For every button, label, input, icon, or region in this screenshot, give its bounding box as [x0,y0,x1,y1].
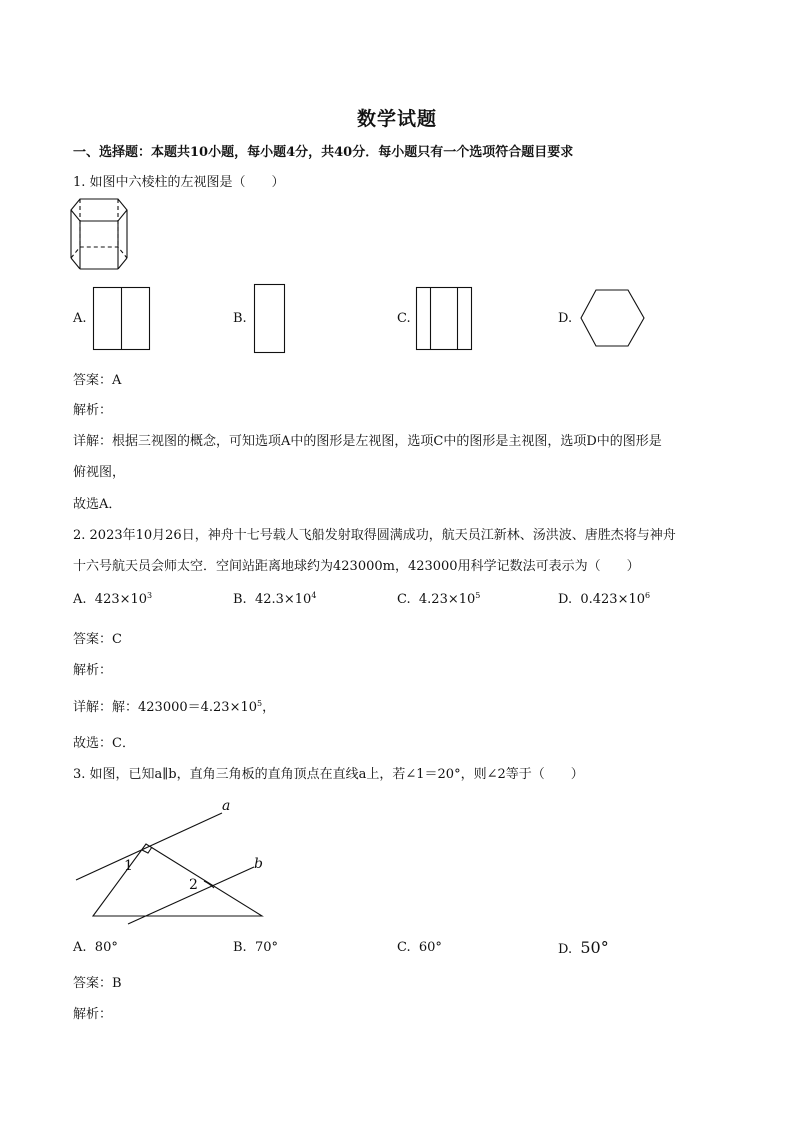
q1-option-c-label: C. [397,311,411,326]
q3-option-b-label: B. [233,940,247,955]
q2-option-c-value: 4.23×10 [418,592,476,607]
page-title: 数学试题 [356,108,437,130]
q3-option-b [233,940,278,955]
q1-stem: 1. 如图中六棱柱的左视图是（ ） [73,175,285,190]
q1-option-d-figure [580,289,646,347]
q2-analysis-label: 解析： [73,663,113,678]
q3-option-d [558,938,609,957]
q2-option-c [397,592,480,607]
q2-option-d [558,592,650,607]
q3-option-a-label: A. [73,940,87,955]
q2-option-d-value: 0.423×10 [580,592,646,607]
q1-detail-line2: 俯视图， [73,465,126,480]
q2-option-b-value: 42.3×10 [254,592,312,607]
line-b-label: b [254,856,263,872]
angle1-label: 1 [124,858,133,874]
q1-conclusion: 故选A． [73,497,122,512]
q1-answer: 答案：A [73,373,122,388]
q3-analysis-label: 解析： [73,1007,113,1022]
q1-detail-line1: 详解：根据三视图的概念，可知选项A中的图形是左视图，选项C中的图形是主视图，选项D中的图形是 [73,434,662,449]
section-heading: 一、选择题：本题共10小题，每小题4分，共40分．每小题只有一个选项符合题目要求 [73,145,574,160]
q3-option-d-value: 50° [580,938,609,957]
q2-option-a-exponent: 3 [147,591,153,600]
hexagonal-prism-figure [70,196,132,274]
q2-detail [73,696,275,715]
q2-option-c-label: C. [397,592,411,607]
q1-option-b-figure [254,284,286,354]
q2-option-d-label: D. [558,592,573,607]
q3-option-d-label: D. [558,942,573,957]
q3-option-b-value: 70° [254,940,278,955]
q2-option-b [233,592,316,607]
q2-option-a-label: A. [73,592,87,607]
q2-option-b-label: B. [233,592,247,607]
q1-option-d-label: D. [558,311,573,326]
q2-answer: 答案：C [73,632,122,647]
q3-option-a-value: 80° [94,940,118,955]
q1-option-a-figure [93,287,151,351]
line-a-label: a [222,798,231,814]
q3-stem: 3. 如图，已知a∥b，直角三角板的直角顶点在直线a上，若∠1＝20°，则∠2等于（ ） [73,767,584,782]
q1-option-b-label: B. [233,311,247,326]
q3-option-c [397,940,442,955]
parallel-lines-triangle-figure [70,796,270,928]
q2-stem-line1: 2. 2023年10月26日，神舟十七号载人飞船发射取得圆满成功，航天员江新林、汤洪波、唐胜杰将与神舟 [73,528,676,543]
q2-option-d-exponent: 6 [645,591,651,600]
q3-option-c-value: 60° [418,940,442,955]
right-triangle [93,844,262,916]
q2-detail-suffix: ， [262,700,276,715]
q1-analysis-label: 解析： [73,403,113,418]
q3-option-c-label: C. [397,940,411,955]
q1-option-c-figure [416,287,473,351]
q2-conclusion: 故选：C． [73,736,135,751]
q2-stem-line2: 十六号航天员会师太空．空间站距离地球约为423000m，423000用科学记数法可表示为（ ） [73,559,640,574]
q2-option-b-exponent: 4 [311,591,317,600]
q2-detail-text: 详解：解：423000＝4.23×10 [73,700,258,715]
q3-answer: 答案：B [73,976,122,991]
angle2-label: 2 [189,877,198,893]
q2-option-a [73,592,152,607]
q2-detail-exponent: 5 [257,699,263,708]
q2-option-a-value: 423×10 [94,592,148,607]
q1-option-a-label: A. [73,311,87,326]
q2-option-c-exponent: 5 [475,591,481,600]
q3-option-a [73,940,118,955]
